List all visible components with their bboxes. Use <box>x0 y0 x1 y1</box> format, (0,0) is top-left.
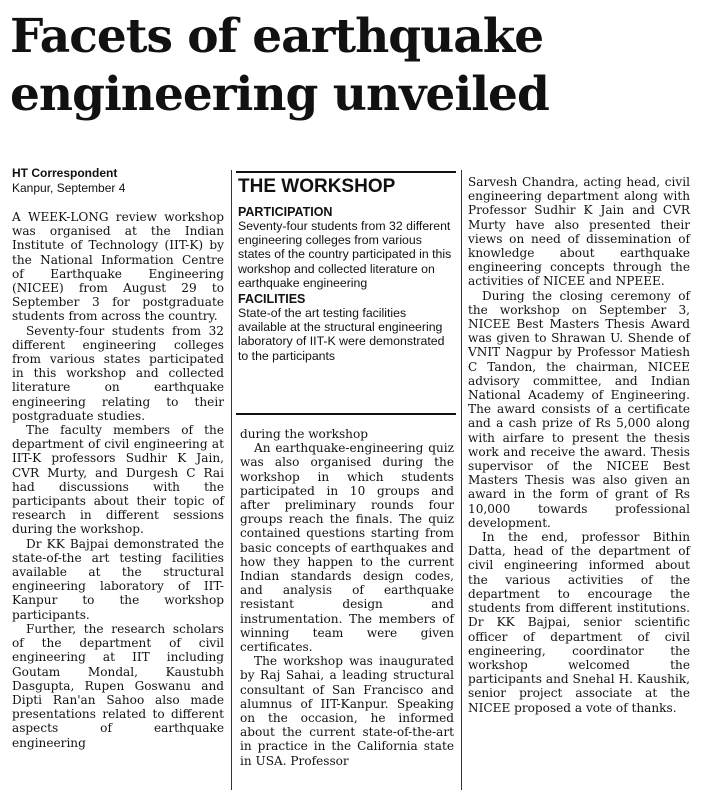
byline-dateline: Kanpur, September 4 <box>12 181 126 195</box>
factbox-title: THE WORKSHOP <box>238 176 396 197</box>
paragraph: The faculty members of the department of civil engineering at IIT-K professors Sudhir K Jain, CVR Murty, and Durgesh C Rai had discussions with the participants about their topic of research in different sessions during the workshop. <box>12 423 224 537</box>
paragraph: Sarvesh Chandra, acting head, civil engineering department along with Professor Sudhir K Jain and CVR Murty have also presented their views on need of dissemination of knowledge about earthquake engineering concepts through the activities of NICEE and NPEEE. <box>468 175 690 289</box>
article-column-3 <box>468 175 690 715</box>
paragraph: during the workshop <box>240 427 368 441</box>
workshop-factbox <box>236 171 456 415</box>
paragraph: Dr KK Bajpai demonstrated the state-of-the art testing facilities available at the structural engineering laboratory of IIT-Kanpur to the workshop participants. <box>12 536 224 622</box>
paragraph: Seventy-four students from 32 different engineering colleges from various states participated in this workshop and collected literature on earthquake engineering relating to their postgraduate studies. <box>12 323 224 423</box>
paragraph: An earthquake-engineering quiz was also organised during the workshop in which students participated in 10 groups and after preliminary rounds four groups reach the finals. The quiz contained questions starting from basic concepts of earthquakes and how they happen to the current Indian standards design codes, and analysis of earthquake resistant design and instrumentation. The members of winning team were given certificates. <box>240 441 454 655</box>
column-divider-right <box>461 170 462 790</box>
factbox-text-participation: Seventy-four students from 32 different engineering colleges from various states of the country participated in this workshop and collected literature on earthquake engineering <box>238 219 452 290</box>
factbox-heading-facilities: FACILITIES <box>238 292 306 307</box>
paragraph: The workshop was inaugurated by Raj Sahai, a leading structural consultant of San Francisco and alumnus of IIT-Kanpur. Speaking on the occasion, he informed about the current state-of-the-art in practice in the California state in USA. Professor <box>240 654 454 768</box>
headline: Facets of earthquake engineering unveiled <box>10 9 549 122</box>
paragraph: During the closing ceremony of the workshop on September 3, NICEE Best Masters Thesis Award was given to Shrawan U. Shende of VNIT Nagpur by Professor Matiesh C Tandon, the chairman, NICEE advisory committee, and Indian National Academy of Engineering. The award consists of a certificate and a cash prize of Rs 5,000 along with airfare to present the thesis work and receive the award. Thesis supervisor of the NICEE Best Masters Thesis was also given an award in the form of grant of Rs 10,000 towards professional development. <box>468 288 690 530</box>
paragraph: In the end, professor Bithin Datta, head of the department of civil engineering informed about the various activities of the department to encourage the students from different institutions. Dr KK Bajpai, senior scientific officer of department of civil engineering, coordinator the workshop welcomed the participants and Snehal H. Kaushik, senior project associate at the NICEE proposed a vote of thanks. <box>468 530 690 715</box>
factbox-heading-participation: PARTICIPATION <box>238 205 333 219</box>
byline-author: HT Correspondent <box>12 166 118 180</box>
paragraph: A WEEK-LONG review workshop was organised at the Indian Institute of Technology (IIT-K) by the National Information Centre of Earthquake Engineering (NICEE) from August 29 to September 3 for postgraduate students from across the country. <box>12 210 224 324</box>
factbox-text-facilities: State-of the art testing facilities available at the structural engineering laboratory of IIT-K were demonstrated to the participants <box>238 306 445 363</box>
column-divider-left <box>231 170 232 790</box>
byline <box>12 166 125 196</box>
paragraph: Further, the research scholars of the department of civil engineering at IIT including Goutam Mondal, Kaustubh Dasgupta, Rupen Goswanu and Dipti Ran'an Sahoo also made presentations related to different aspects of earthquake engineering <box>12 621 224 750</box>
article-column-1 <box>12 210 224 750</box>
article-column-2 <box>240 427 454 768</box>
